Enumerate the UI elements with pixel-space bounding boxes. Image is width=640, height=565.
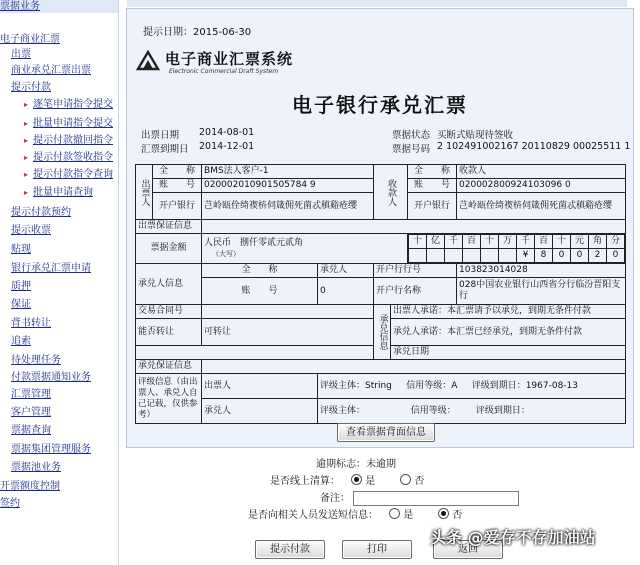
bill-table bbox=[135, 164, 626, 424]
sidebar-item[interactable] bbox=[11, 224, 51, 237]
watermark: 头条 @爱存不存加油站 bbox=[430, 528, 596, 547]
sidebar-item-label: 银行承兑汇票申请 bbox=[11, 263, 91, 274]
remark-input[interactable] bbox=[353, 491, 519, 506]
acceptor-account: 0 bbox=[318, 278, 374, 305]
top-fragment bbox=[127, 0, 627, 7]
drawer-bank: 芑岭瓯佺绮褉枿伺箴佣死菌忒稹谿疮缨 bbox=[202, 193, 374, 220]
amount-digit-header: 亿 bbox=[427, 235, 445, 249]
bill-face bbox=[126, 8, 634, 448]
sidebar-item-label: 背书转让 bbox=[11, 318, 51, 329]
sidebar-item-label: 追索 bbox=[11, 336, 31, 347]
sidebar-item-label: 电子商业汇票 bbox=[0, 34, 60, 45]
acceptor-bank-no-label: 开户行行号 bbox=[374, 264, 457, 278]
sidebar-item[interactable] bbox=[11, 388, 51, 401]
drawer-account-label: 账 号 bbox=[153, 179, 202, 193]
submit-payment-button[interactable]: 提示付款 bbox=[255, 540, 325, 559]
acceptor-section-label: 承兑人信息 bbox=[136, 264, 202, 305]
drawer-bank-label: 开户银行 bbox=[153, 193, 202, 220]
sidebar-item-label: 提示付款签收指令 bbox=[33, 152, 113, 163]
sidebar-item[interactable] bbox=[11, 206, 71, 219]
sidebar-item[interactable] bbox=[24, 98, 113, 111]
amount-digit: ¥ bbox=[517, 249, 535, 263]
acceptor-bank-name: 028中国农业银行山西省分行临汾晋阳支行 bbox=[457, 278, 626, 305]
acceptor-name-label: 全 称 bbox=[202, 264, 318, 278]
acceptor-promise: 承兑人承诺：本汇票已经承兑，到期无条件付款 bbox=[391, 319, 626, 346]
sidebar-item[interactable] bbox=[0, 0, 40, 13]
payee-account-label: 账 号 bbox=[408, 179, 457, 193]
issue-date: 2014-08-01 bbox=[199, 127, 255, 138]
sidebar-item[interactable] bbox=[11, 424, 51, 437]
view-back-info-button[interactable]: 查看票据背面信息 bbox=[337, 423, 435, 442]
sidebar-item-label: 贴现 bbox=[11, 244, 31, 255]
amount-digit-header: 十 bbox=[481, 235, 499, 249]
sidebar bbox=[0, 0, 119, 565]
sidebar-item-label: 出票 bbox=[11, 49, 31, 60]
sidebar-item[interactable] bbox=[11, 280, 31, 293]
online-yes-radio[interactable] bbox=[351, 474, 362, 485]
amount-digit-header: 角 bbox=[589, 235, 607, 249]
amount-digit-header: 十 bbox=[409, 235, 427, 249]
sidebar-item-label: 开票额度控制 bbox=[0, 481, 60, 492]
drawer-name: BMS法人客户-1 bbox=[202, 165, 374, 179]
contract-label: 交易合同号 bbox=[136, 305, 202, 319]
remark-row: 备注： bbox=[320, 489, 519, 506]
amount-digit bbox=[481, 249, 499, 263]
accept-guarantee-value bbox=[202, 360, 626, 374]
logo-en: Electronic Commercial Draft System bbox=[169, 68, 279, 75]
amount-digit: 2 bbox=[589, 249, 607, 263]
sidebar-item-label: 批量申请查询 bbox=[33, 187, 93, 198]
sidebar-item[interactable] bbox=[11, 406, 51, 419]
amount-digit bbox=[499, 249, 517, 263]
acceptor-name: 承兑人 bbox=[318, 264, 374, 278]
logo-cn: 电子商业汇票系统 bbox=[165, 50, 294, 68]
transfer-label: 能否转让 bbox=[136, 319, 202, 346]
back-button[interactable]: 返回 bbox=[433, 540, 503, 559]
acceptor-account-label: 账 号 bbox=[202, 278, 318, 305]
sidebar-item-label: 批量申请指令提交 bbox=[33, 118, 113, 129]
rating-row-acceptor: 评级主体： 信用等级： 评级到期日： bbox=[318, 399, 626, 424]
sms-notify-row: 是否向相关人员发送短信息： 是 否 bbox=[248, 510, 463, 521]
amount-label: 票据金额 bbox=[136, 234, 202, 264]
sidebar-item[interactable] bbox=[11, 298, 31, 311]
contract-value bbox=[202, 305, 374, 319]
arrow-right-icon: ▸ bbox=[24, 170, 29, 179]
amount-digit bbox=[445, 249, 463, 263]
sidebar-item-label: 票据查询 bbox=[11, 425, 51, 436]
main-content bbox=[119, 0, 640, 565]
issue-date-label: 出票日期 bbox=[141, 130, 180, 141]
amount-digits bbox=[408, 234, 626, 264]
amount-digit-header: 元 bbox=[571, 235, 589, 249]
accept-guarantee-label: 承兑保证信息 bbox=[136, 360, 202, 374]
amount-digit-header: 十 bbox=[553, 235, 571, 249]
due-date-label: 汇票到期日 bbox=[141, 144, 189, 155]
payee-account: 020002800924103096 0 bbox=[457, 179, 626, 193]
status-label: 票据状态 bbox=[392, 130, 431, 141]
amount-digit-header: 分 bbox=[607, 235, 625, 249]
payee-name: 收款人 bbox=[457, 165, 626, 179]
sidebar-item-label: 待处理任务 bbox=[11, 355, 61, 366]
sidebar-item-label: 提示收票 bbox=[11, 225, 51, 236]
amount-digit-header: 千 bbox=[517, 235, 535, 249]
amount-digit bbox=[409, 249, 427, 263]
sidebar-item[interactable] bbox=[0, 33, 60, 46]
sidebar-item[interactable] bbox=[24, 186, 93, 199]
sidebar-item-label: 汇票管理 bbox=[11, 389, 51, 400]
guarantee-label: 出票保证信息 bbox=[136, 220, 202, 234]
amount-digit bbox=[463, 249, 481, 263]
sidebar-item[interactable] bbox=[11, 317, 51, 330]
print-button[interactable]: 打印 bbox=[342, 540, 412, 559]
acceptor-bank-no: 103823014028 bbox=[457, 264, 626, 278]
sidebar-item[interactable] bbox=[24, 151, 113, 164]
arrow-right-icon: ▸ bbox=[24, 153, 29, 162]
due-date: 2014-12-01 bbox=[199, 141, 255, 152]
sidebar-item[interactable] bbox=[24, 117, 113, 130]
arrow-right-icon: ▸ bbox=[24, 136, 29, 145]
sidebar-item-label: 签约 bbox=[0, 498, 20, 509]
ecds-logo bbox=[135, 46, 300, 80]
sidebar-item-label: 提示付款撤回指令 bbox=[33, 135, 113, 146]
accept-date-label: 承兑日期 bbox=[391, 346, 626, 360]
amount-digit: 0 bbox=[571, 249, 589, 263]
sidebar-item-label: 客户管理 bbox=[11, 407, 51, 418]
sidebar-item[interactable] bbox=[0, 497, 20, 510]
rating-role-drawer: 出票人 bbox=[202, 374, 318, 399]
sidebar-item[interactable] bbox=[11, 243, 31, 256]
sidebar-item-label: 票据业务 bbox=[0, 1, 40, 12]
sidebar-item[interactable] bbox=[11, 461, 61, 474]
amount-digit: 0 bbox=[607, 249, 625, 263]
sidebar-item-label: 商业承兑汇票出票 bbox=[11, 65, 91, 76]
rating-label: 评级信息（由出票人、承兑人自己记载，仅供参考） bbox=[136, 374, 202, 424]
rating-role-acceptor: 承兑人 bbox=[202, 399, 318, 424]
rating-row-drawer: 评级主体：String 信用等级：A 评级到期日：1967-08-13 bbox=[318, 374, 626, 399]
transfer-value: 可转让 bbox=[202, 319, 374, 346]
sidebar-item[interactable] bbox=[11, 443, 91, 456]
drawer-section-label: 出票人 bbox=[136, 165, 153, 220]
sidebar-item[interactable] bbox=[11, 262, 91, 275]
sidebar-item[interactable] bbox=[11, 371, 91, 384]
drawer-name-label: 全 称 bbox=[153, 165, 202, 179]
bill-number-label: 票据号码 bbox=[392, 144, 431, 155]
sms-no-radio[interactable] bbox=[438, 508, 449, 519]
ecds-logo-icon bbox=[135, 48, 161, 74]
payee-name-label: 全 称 bbox=[408, 165, 457, 179]
payee-bank: 芑岭瓯佺绮褉枿伺箴佣死菌忒稹谿疮缨 bbox=[457, 193, 626, 220]
status-value: 买断式贴现待签收 bbox=[437, 130, 514, 141]
amount-digit-header: 百 bbox=[535, 235, 553, 249]
amount-digit: 8 bbox=[535, 249, 553, 263]
acceptor-bank-name-label: 开户行名称 bbox=[374, 278, 457, 305]
payee-section-label: 收款人 bbox=[374, 165, 408, 220]
display-date: 提示日期：2015-06-30 bbox=[143, 27, 252, 38]
sidebar-item-label: 提示付款预约 bbox=[11, 207, 71, 218]
sidebar-item[interactable] bbox=[11, 81, 51, 94]
drawer-account: 020002010901505784 9 bbox=[202, 179, 374, 193]
sidebar-item-label: 提示付款指令查询 bbox=[33, 169, 113, 180]
amount-digit-header: 百 bbox=[463, 235, 481, 249]
payee-bank-label: 开户银行 bbox=[408, 193, 457, 220]
arrow-right-icon: ▸ bbox=[24, 119, 29, 128]
sidebar-item[interactable] bbox=[24, 168, 113, 181]
sidebar-item-label: 付款票据通知业务 bbox=[11, 372, 91, 383]
amount-words: 人民币 捌仟零贰元贰角 （大写） bbox=[202, 234, 408, 264]
sidebar-item-label: 票据集团管理服务 bbox=[11, 444, 91, 455]
sidebar-item[interactable] bbox=[11, 335, 31, 348]
amount-digit: 0 bbox=[553, 249, 571, 263]
transfer-spacer bbox=[136, 346, 374, 360]
sidebar-item-label: 票据池业务 bbox=[11, 462, 61, 473]
sidebar-item[interactable] bbox=[11, 48, 31, 61]
sidebar-item[interactable] bbox=[24, 134, 113, 147]
sidebar-item[interactable] bbox=[11, 64, 91, 77]
sidebar-item[interactable] bbox=[11, 354, 61, 367]
sidebar-item-label: 质押 bbox=[11, 281, 31, 292]
amount-digit-header: 千 bbox=[445, 235, 463, 249]
sidebar-item-label: 逐笔申请指令提交 bbox=[33, 99, 113, 110]
overdue-row: 逾期标志：未逾期 bbox=[316, 459, 396, 470]
drawer-promise: 出票人承诺：本汇票请予以承兑，到期无条件付款 bbox=[391, 305, 626, 319]
online-settle-row: 是否线上清算： 是 否 bbox=[270, 476, 425, 487]
sidebar-item-label: 提示付款 bbox=[11, 82, 51, 93]
accept-info-label: 承兑信息 bbox=[374, 305, 391, 360]
sidebar-item[interactable] bbox=[0, 480, 60, 493]
sidebar-item-label: 保证 bbox=[11, 299, 31, 310]
bill-title: 电子银行承兑汇票 bbox=[292, 93, 468, 117]
sms-yes-radio[interactable] bbox=[389, 508, 400, 519]
amount-digit bbox=[427, 249, 445, 263]
online-no-radio[interactable] bbox=[400, 474, 411, 485]
bill-number: 2 102491002167 20110829 00025511 1 bbox=[437, 141, 631, 152]
amount-digit-header: 万 bbox=[499, 235, 517, 249]
arrow-right-icon: ▸ bbox=[24, 100, 29, 109]
arrow-right-icon: ▸ bbox=[24, 188, 29, 197]
guarantee-value bbox=[202, 220, 626, 234]
